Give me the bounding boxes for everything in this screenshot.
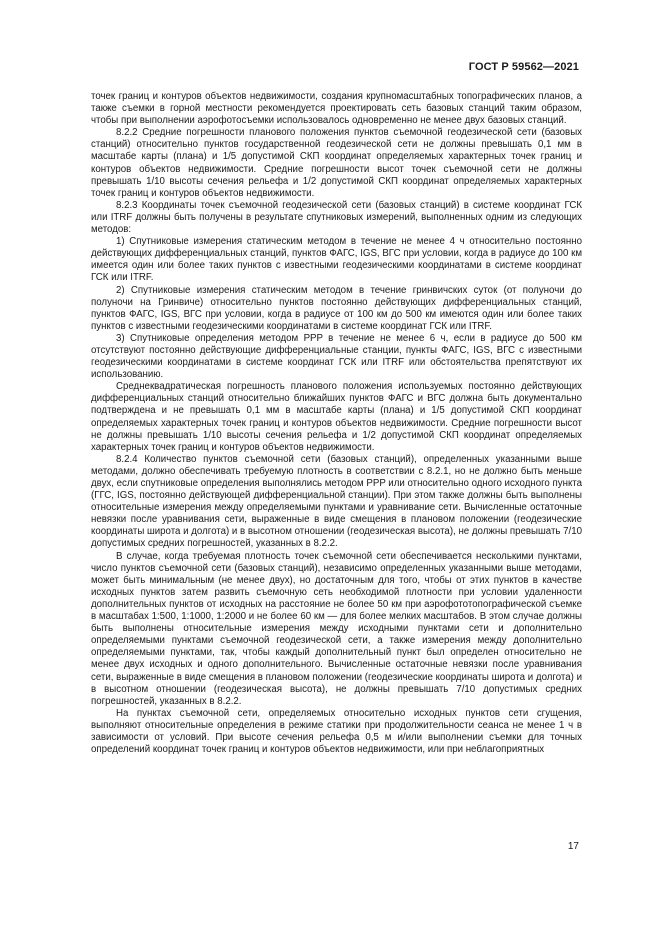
document-code: ГОСТ Р 59562—2021: [468, 61, 579, 73]
paragraph: Среднеквадратическая погрешность планового положения используемых постоянно действующих дифференциальных станций относительно ближайших пунктов ФАГС и ВГС должна быть документально подтверждена и не превышать 0,1 мм в масштабе карты (плана) и 1/5 допустимой СКП координат определяемых характерных точек границ и контуров объектов недвижимости. Средние погрешности высот не должны превышать 1/10 высоты сечения рельефа и 1/2 допустимой СКП координат определяемых характерных точек границ и контуров объектов недвижимости.: [91, 381, 582, 453]
paragraph: 8.2.4 Количество пунктов съемочной сети (базовых станций), определенных указанными выше методами, должно обеспечивать требуемую плотность в соответствии с 8.2.1, но не должно быть меньше двух, если спутниковые определения выполнялись методом PPP или относительно одного исходного пункта (ГГС, IGS, постоянно действующей дифференциальной станции). При этом также должны быть выполнены относительные измерения между определяемыми пунктами и уравнивание сети. Вычисленные остаточные невязки после уравнивания сети, выраженные в виде смещения в плановом положении (геодезические координаты широта и долгота) и в высотном отношении (геодезическая высота), не должны превышать 7/10 допустимых средних погрешностей, указанных в 8.2.2.: [91, 453, 583, 550]
paragraph: 8.2.3 Координаты точек съемочной геодезической сети (базовых станций) в системе координат ГСК или ITRF должны быть получены в результате спутниковых измерений, выполненных одним из следующих методов:: [91, 199, 582, 236]
paragraph: 8.2.2 Средние погрешности планового положения пунктов съемочной геодезической сети (базовых станций) относительно пунктов государственной геодезической сети не должны превышать 0,1 мм в масштабе карты (плана) и 1/5 допустимой СКП координат определяемых характерных точек границ и контуров объектов недвижимости. Средние погрешности высот точек съемочной сети не должны превышать 1/10 высоты сечения рельефа и 1/2 допустимой СКП координат определяемых характерных точек границ и контуров объектов недвижимости.: [91, 127, 582, 199]
list-item: 1) Спутниковые измерения статическим методом в течение не менее 4 ч относительно постоянно действующих дифференциальных станций, пунктов ФАГС, IGS, ВГС при условии, когда в радиусе до 100 км имеется один или более таких пунктов с известными геодезическими координатами в системе координат ГСК или ITRF.: [91, 236, 582, 284]
paragraph: точек границ и контуров объектов недвижимости, создания крупномасштабных топографических планов, а также съемки в горной местности рекомендуется проектировать сеть базовых станций таким образом, чтобы при выполнении аэрофотосъемки использовалось одновременно не менее двух базовых станций.: [91, 91, 582, 127]
list-item: 2) Спутниковые измерения статическим методом в течение гринвичских суток (от полуночи до полуночи на Гринвиче) относительно пунктов постоянно действующих дифференциальных станций, пунктов ФАГС, IGS, ВГС при условии, когда в радиусе от 100 км до 500 км имеются один или более таких пунктов с известными геодезическими координатами в системе координат ГСК или ITRF.: [91, 284, 582, 332]
page-number: 17: [567, 841, 579, 852]
paragraph: В случае, когда требуемая плотность точек съемочной сети обеспечивается несколькими пунктами, число пунктов съемочной сети (базовых станций), независимо определенных указанными выше методами, может быть минимальным (не менее двух), но достаточным для того, чтобы от этих пунктов в качестве исходных пунктов затем развить съемочную сеть необходимой плотности при условии удаленности дополнительных пунктов от исходных на расстояние не более 50 км при аэрофототопографической съемке в масштабах 1:500, 1:1000, 1:2000 и не более 60 км — для более мелких масштабов. В этом случае должны быть выполнены относительные измерения между исходными пунктами сети и дополнительно определяемыми пунктами съемочной геодезической сети, а также измерения между дополнительно определяемыми пунктами, так, чтобы каждый дополнительный пункт был определен относительно не менее двух исходных и одного дополнительного. Вычисленные остаточные невязки после уравнивания сети, выраженные в виде смещения в плановом положении (геодезические координаты широта и долгота) и в высотном отношении (геодезическая высота), не должны превышать 7/10 допустимых средних погрешностей, указанных в 8.2.2.: [91, 550, 582, 707]
paragraph: На пунктах съемочной сети, определяемых относительно исходных пунктов сети сгущения, выполняют относительные определения в режиме статики при продолжительности сеанса не менее 1 ч в зависимости от условий. При высоте сечения рельефа 0,5 м и/или выполнении съемки для точных определений координат точек границ и контуров объектов недвижимости, или при неблагоприятных: [91, 707, 582, 756]
list-item: 3) Спутниковые определения методом PPP в течение не менее 6 ч, если в радиусе до 500 км отсутствуют постоянно действующие дифференциальные станции, пункты ФАГС, IGS, ВГС с известными геодезическими координатами в системе координат ГСК или ITRF или обстоятельства препятствуют их использованию.: [91, 332, 582, 381]
document-body: [91, 91, 582, 756]
